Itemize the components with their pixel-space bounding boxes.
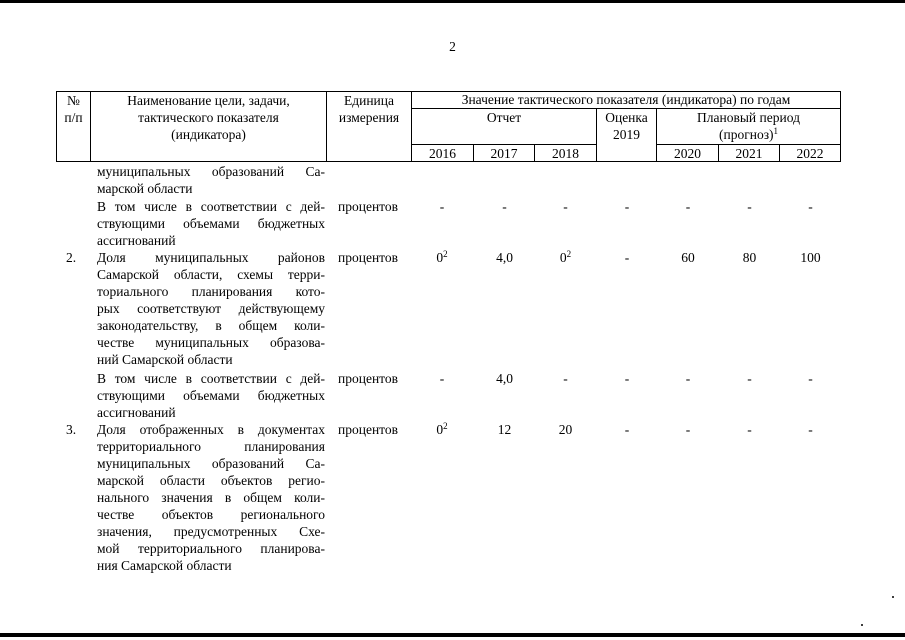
indicator-name-line: честве объектов регионального: [97, 507, 325, 522]
header-unit-line-2: измерения: [338, 110, 400, 125]
indicator-name-line: ния Самарской области: [97, 558, 232, 573]
header-values-title: Значение тактического показателя (индикатора) по годам: [461, 92, 791, 107]
scan-border-top: [0, 0, 905, 3]
header-year-2018: 2018: [552, 146, 579, 161]
header-plan-line-2: (прогноз)$^1$: [718, 126, 779, 142]
indicator-value: $0^2$: [559, 249, 572, 265]
scan-speck: [861, 624, 863, 626]
indicator-name-line: марской области: [97, 181, 193, 196]
indicator-name-line: Доля муниципальных районов: [97, 250, 325, 265]
indicator-value: $0^2$: [436, 249, 448, 265]
header-name-line-1: Наименование цели, задачи,: [127, 93, 290, 108]
indicator-name-line: В том числе в соответствии с дей-: [97, 371, 325, 386]
header-name-line-2: тактического показателя: [138, 110, 279, 125]
indicator-name-line: ассигнований: [97, 405, 176, 420]
indicator-value: $0^2$: [436, 421, 448, 437]
indicator-name-line: территориального планирования: [97, 439, 325, 454]
indicator-value: 12: [497, 422, 512, 437]
header-name-line-3: (индикатора): [171, 127, 246, 142]
indicator-name-line: Самарской области, схемы терри-: [97, 267, 325, 282]
indicator-name-line: Доля отображенных в документах: [97, 422, 325, 437]
indicator-name-line: значения, предусмотренных Схе-: [97, 524, 325, 539]
unit-of-measure: процентов: [338, 371, 399, 386]
indicator-value: -: [808, 199, 813, 214]
table-header: [56, 91, 841, 162]
header-year-2022: 2022: [796, 146, 824, 161]
indicator-value: 4,0: [496, 250, 513, 265]
header-year-2020: 2020: [674, 146, 701, 161]
row-number: 2.: [65, 250, 77, 265]
unit-of-measure: процентов: [338, 422, 399, 437]
page-number: 2: [449, 39, 456, 54]
indicator-value: -: [747, 371, 752, 386]
indicator-name-line: честве муниципальных образова-: [97, 335, 325, 350]
indicator-value: -: [685, 422, 691, 437]
indicator-name-line: ствующими объемами бюджетных: [97, 216, 325, 231]
row-number: 3.: [65, 422, 77, 437]
indicator-value: -: [624, 199, 630, 214]
header-unit-line-1: Единица: [343, 93, 394, 108]
header-report-group: Отчет: [486, 110, 522, 125]
indicator-name-line: муниципальных образований Са-: [97, 164, 325, 179]
header-estimate-line-2: 2019: [613, 127, 640, 142]
indicator-name-line: законодательству, в общем коли-: [97, 318, 325, 333]
indicator-value: -: [685, 199, 691, 214]
indicator-value: 100: [800, 250, 821, 265]
indicator-value: 20: [558, 422, 573, 437]
indicator-value: -: [747, 422, 752, 437]
indicator-value: -: [563, 199, 568, 214]
header-year-2016: 2016: [429, 146, 456, 161]
indicator-value: -: [624, 371, 630, 386]
indicator-value: -: [747, 199, 752, 214]
header-num-line-2: п/п: [64, 110, 83, 125]
indicator-name-line: В том числе в соответствии с дей-: [97, 199, 325, 214]
indicator-name-line: нального значения в общем коли-: [97, 490, 325, 505]
indicator-name-line: ствующими объемами бюджетных: [97, 388, 325, 403]
indicator-name-line: муниципальных образований Са-: [97, 456, 325, 471]
indicator-value: 60: [681, 250, 695, 265]
indicator-value: -: [439, 199, 445, 214]
indicator-value: -: [624, 422, 630, 437]
indicator-value: -: [502, 199, 507, 214]
header-estimate-line-1: Оценка: [605, 110, 648, 125]
indicator-value: -: [563, 371, 568, 386]
indicator-value: -: [808, 422, 813, 437]
indicator-name-line: марской области объектов регио-: [97, 473, 325, 488]
scan-border-bottom: [0, 633, 905, 637]
header-num-line-1: №: [67, 93, 80, 108]
indicator-name-line: ний Самарской области: [97, 352, 233, 367]
header-year-2017: 2017: [490, 146, 518, 161]
header-year-2021: 2021: [735, 146, 763, 161]
indicator-value: 4,0: [496, 371, 513, 386]
scan-speck: [892, 596, 894, 598]
indicator-name-line: ассигнований: [97, 233, 176, 248]
indicator-name-line: ториального планирования кото-: [97, 284, 325, 299]
indicator-name-line: рых соответствуют действующему: [97, 301, 325, 316]
unit-of-measure: процентов: [338, 250, 399, 265]
indicator-value: -: [685, 371, 691, 386]
header-plan-line-1: Плановый период: [697, 110, 800, 125]
indicator-value: 80: [742, 250, 757, 265]
indicator-value: -: [439, 371, 445, 386]
indicator-value: -: [808, 371, 813, 386]
indicator-value: -: [624, 250, 630, 265]
indicator-name-line: мой территориального планирова-: [97, 541, 325, 556]
unit-of-measure: процентов: [338, 199, 399, 214]
